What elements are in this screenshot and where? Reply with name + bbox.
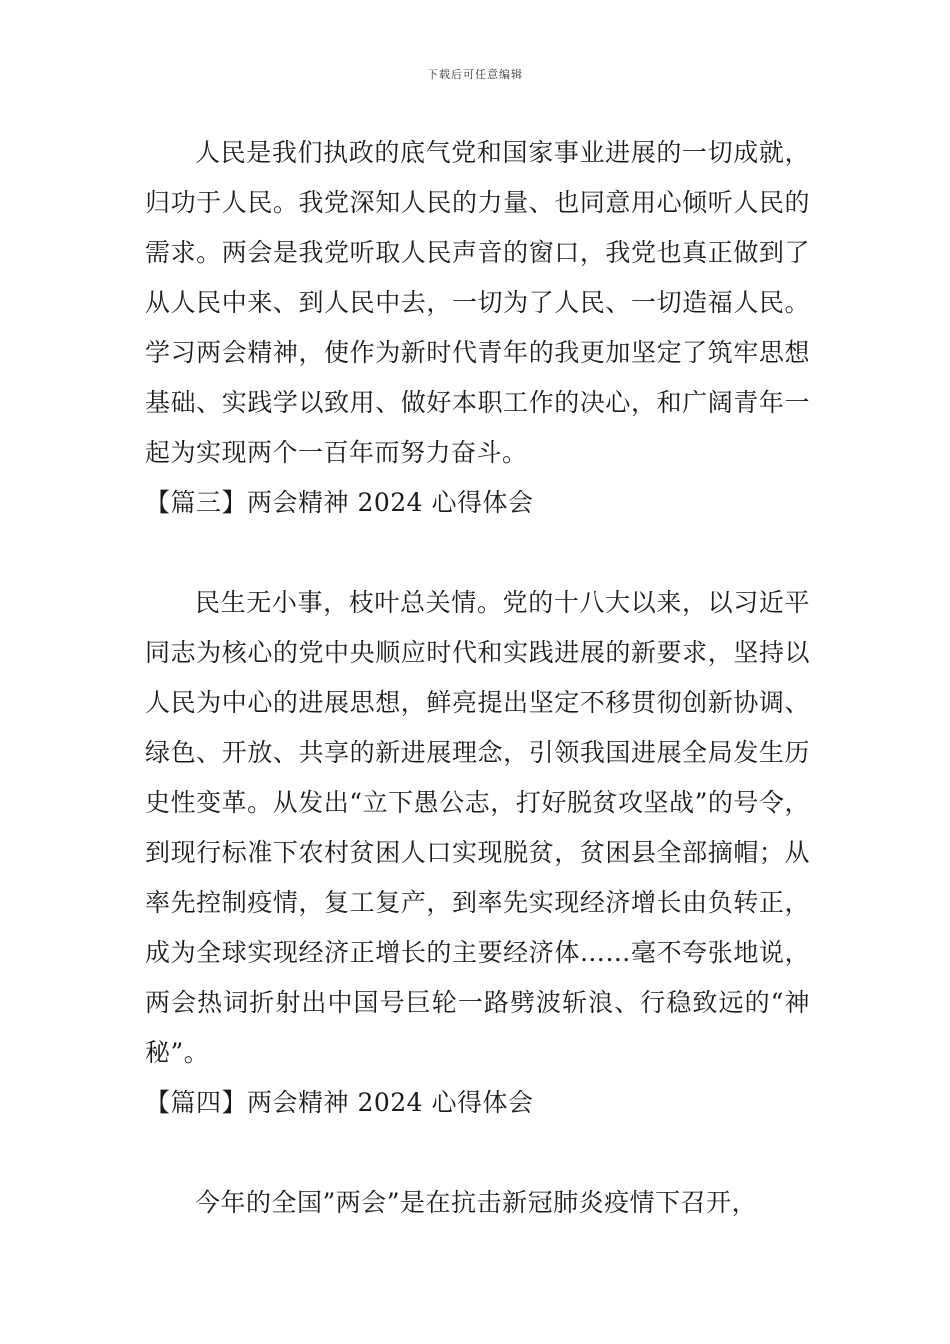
paragraph-people: 人民是我们执政的底气党和国家事业进展的一切成就，归功于人民。我党深知人民的力量、也同意用心倾听人民的需求。两会是我党听取人民声音的窗口，我党也真正做到了从人民中来、到人民中去，一切为了人民、一切造福人民。学习两会精神，使作为新时代青年的我更加坚定了筑牢思想基础、实践学以致用、做好本职工作的决心，和广阔青年一起为实现两个一百年而努力奋斗。 (145, 138, 810, 467)
paragraph-livelihood: 民生无小事，枝叶总关情。党的十八大以来，以习近平同志为核心的党中央顺应时代和实践进展的新要求，坚持以人民为中心的进展思想，鲜亮提出坚定不移贯彻创新协调、绿色、开放、共享的新进展理念，引领我国进展全局发生历史性变革。从发出“立下愚公志，打好脱贫攻坚战”的号令，到现行标准下农村贫困人口实现脱贫，贫困县全部摘帽；从率先控制疫情，复工复产，到率先实现经济增长由负转正，成为全球实现经济正增长的主要经济体……毫不夸张地说，两会热词折射出中国号巨轮一路劈波斩浪、行稳致远的“神秘”。 (145, 588, 810, 1067)
header-note: 下载后可任意编辑 (427, 68, 523, 81)
paragraph-two-sessions: 今年的全国”两会”是在抗击新冠肺炎疫情下召开， (195, 1188, 758, 1217)
document-body (145, 128, 810, 1228)
blank-line (145, 1128, 810, 1178)
section-heading-part3: 【篇三】两会精神 2024 心得体会 (145, 488, 534, 517)
blank-line (145, 528, 810, 578)
section-heading-part4: 【篇四】两会精神 2024 心得体会 (145, 1088, 534, 1117)
